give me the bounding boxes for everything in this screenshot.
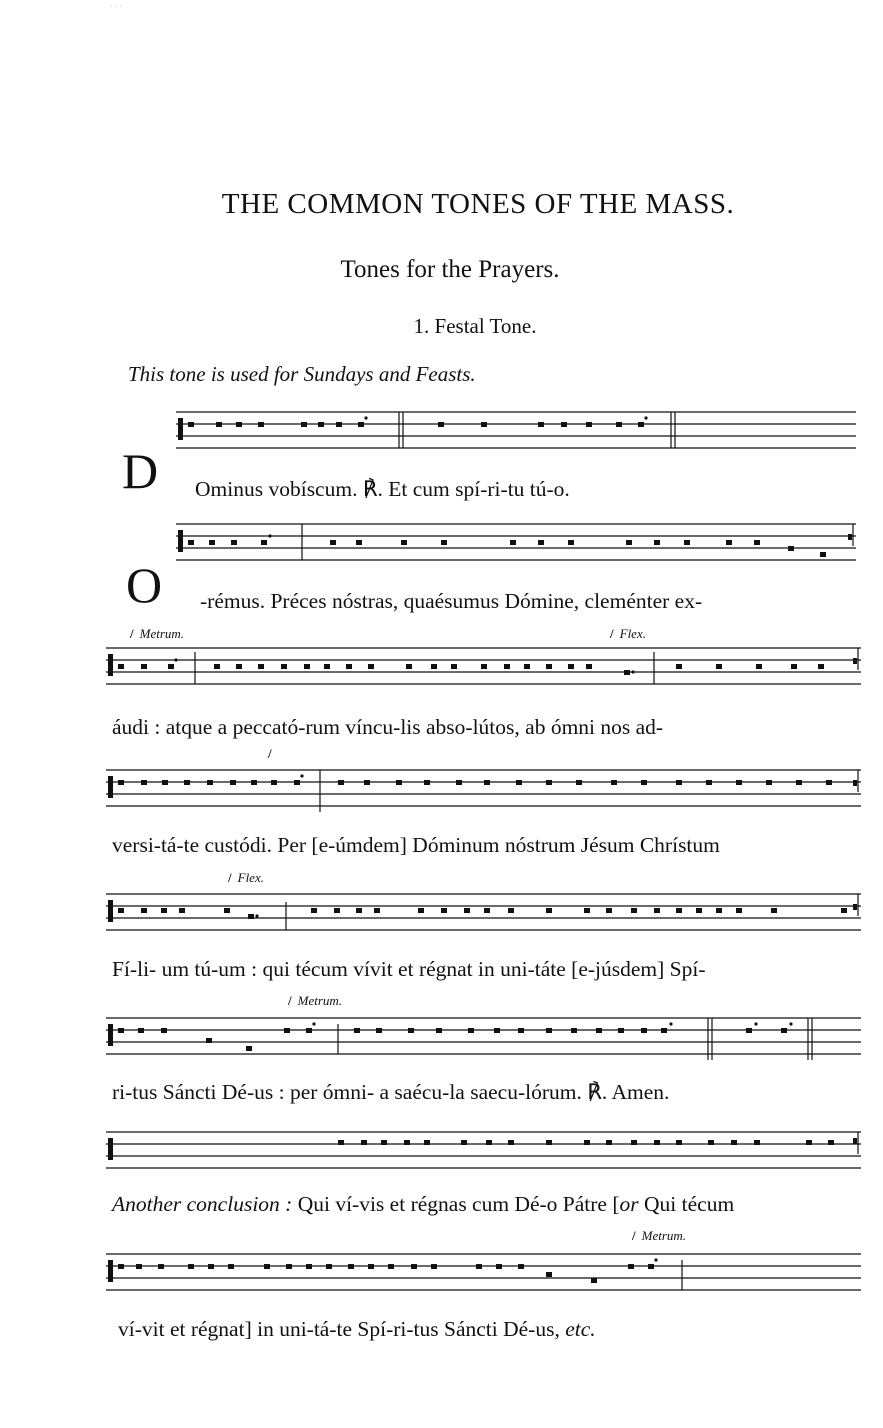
metrum-marker-4: / Metrum.	[632, 1228, 687, 1243]
staff-5	[106, 890, 861, 942]
lyric-line-2: -rémus. Préces nóstras, quaésumus Dómine, cleménter ex-	[200, 589, 703, 613]
page-subtitle: Tones for the Prayers.	[340, 256, 560, 283]
staff-3-svg	[106, 644, 861, 696]
staff-5-svg	[106, 890, 861, 942]
lyric-line-6: ri-tus Sáncti Dé-us : per ómni- a saécu-la saecu-lórum. ℟. Amen.	[112, 1080, 670, 1104]
dropcap-d: D	[122, 443, 159, 499]
staff-7	[106, 1128, 861, 1180]
staff-8	[106, 1250, 861, 1302]
staff-6	[106, 1014, 861, 1066]
dropcap-o: O	[126, 557, 163, 613]
flex-marker-1: / Flex.	[610, 626, 646, 641]
staff-3	[106, 644, 861, 696]
staff-2	[176, 520, 856, 572]
metrum-marker-2: /	[268, 746, 272, 761]
flex-marker-2: / Flex.	[228, 870, 264, 885]
intro-note: This tone is used for Sundays and Feasts.	[128, 362, 476, 386]
page-title: THE COMMON TONES OF THE MASS.	[221, 188, 735, 220]
staff-8-svg	[106, 1250, 861, 1302]
staff-4-svg	[106, 766, 861, 818]
lyric-line-4: versi-tá-te custódi. Per [e-úmdem] Dóminum nóstrum Jésum Chrístum	[112, 833, 720, 857]
lyric-line-1: Ominus vobíscum. ℟. Et cum spí-ri-tu tú-o.	[195, 477, 570, 501]
section-heading: 1. Festal Tone.	[413, 314, 537, 338]
lyric-line-7: Another conclusion : Qui ví-vis et régnas cum Dé-o Pátre [or Qui técum	[112, 1192, 735, 1216]
staff-7-svg	[106, 1128, 861, 1180]
lyric-line-5: Fí-li- um tú-um : qui técum vívit et régnat in uni-táte [e-júsdem] Spí-	[112, 957, 706, 981]
metrum-marker-1: / Metrum.	[130, 626, 185, 641]
header-mark: · · ·	[110, 2, 122, 11]
lyric-line-8: ví-vit et régnat] in uni-tá-te Spí-ri-tus Sáncti Dé-us, etc.	[118, 1317, 596, 1341]
lyric-line-3: áudi : atque a peccató-rum víncu-lis abso-lútos, ab ómni nos ad-	[112, 715, 664, 739]
staff-4	[106, 766, 861, 818]
staff-6-svg	[106, 1014, 861, 1066]
staff-1	[176, 408, 856, 460]
staff-2-svg	[176, 520, 856, 572]
staff-1-svg	[176, 408, 856, 460]
metrum-marker-3: / Metrum.	[288, 993, 343, 1008]
